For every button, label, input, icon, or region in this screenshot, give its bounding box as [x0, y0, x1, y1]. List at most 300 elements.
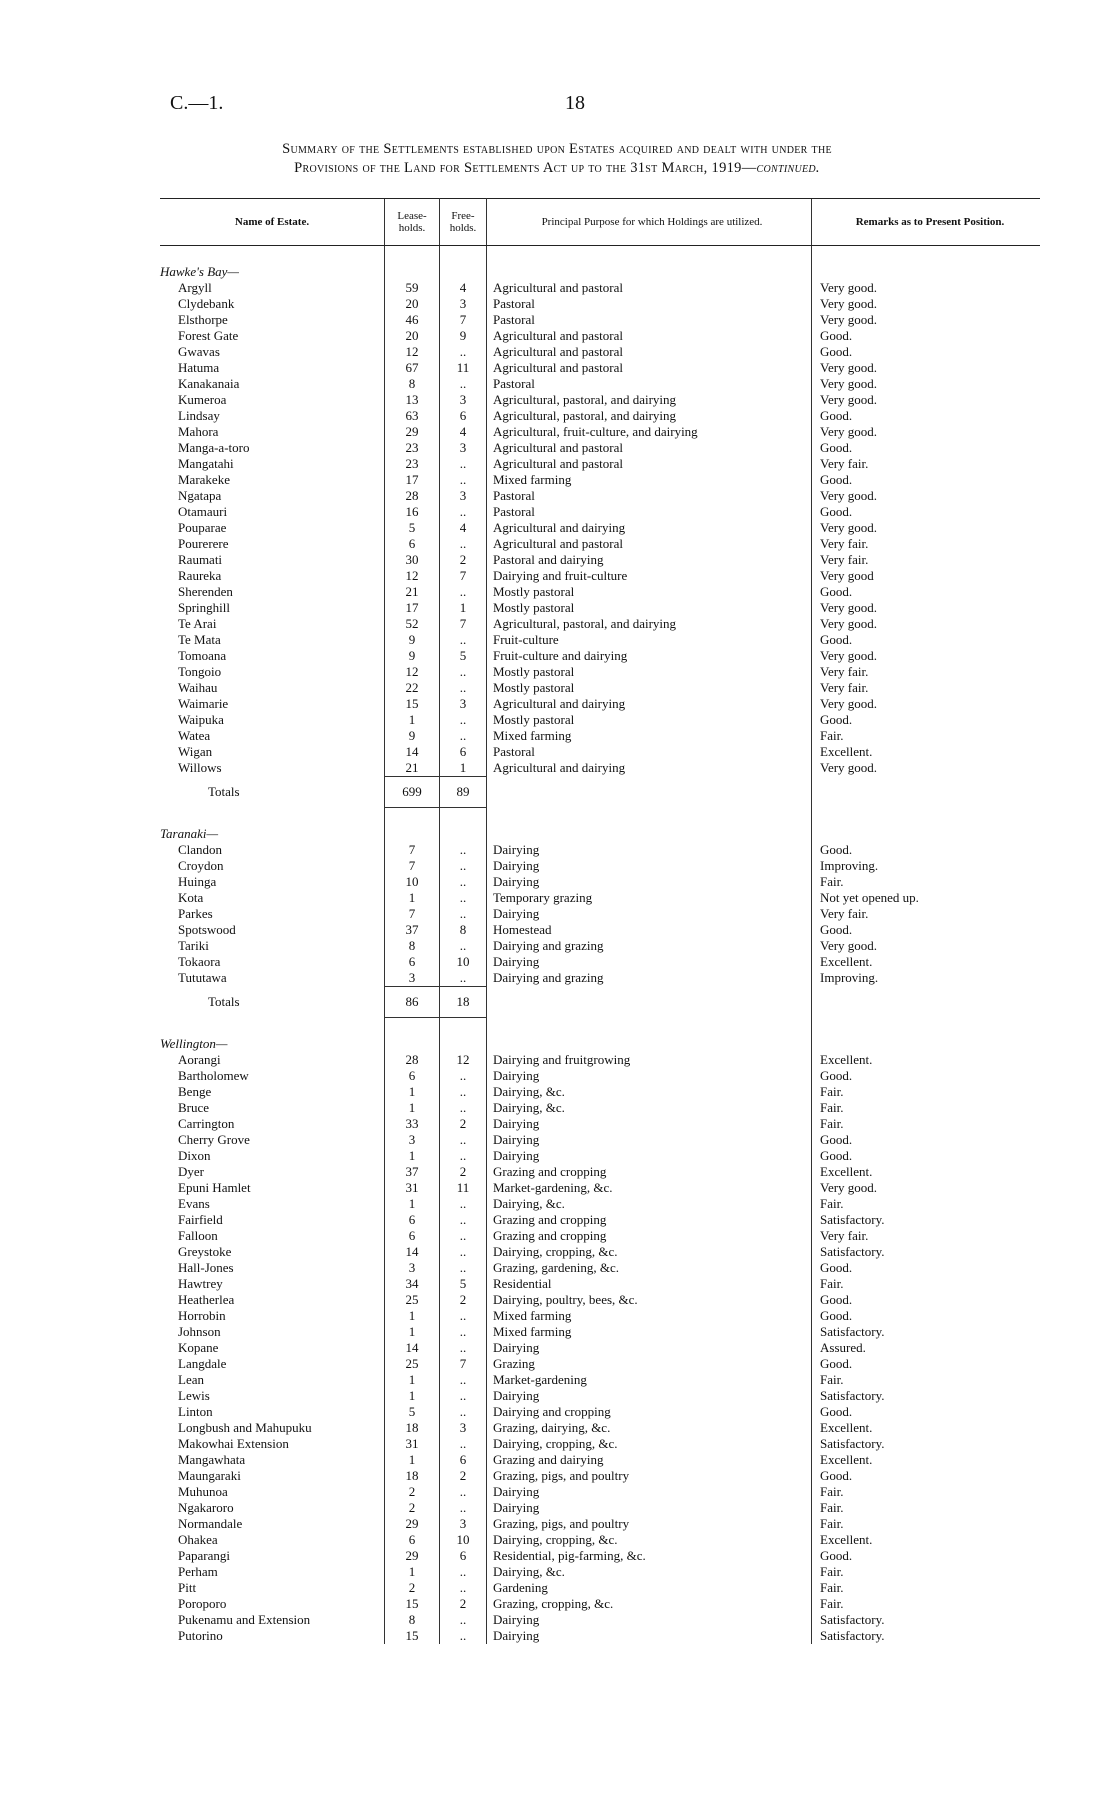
purpose-value: Dairying [493, 1612, 540, 1627]
freeholds-value: .. [440, 1436, 487, 1452]
leaseholds-value: 20 [385, 296, 440, 312]
remarks-value: Very good. [812, 392, 1041, 408]
freeholds-value: 4 [440, 280, 487, 296]
freeholds-value: .. [440, 712, 487, 728]
region-name: Wellington— [160, 1036, 228, 1051]
table-row [160, 648, 1040, 664]
estate-name: Mangatahi [178, 456, 234, 471]
estate-name: Bruce [178, 1100, 210, 1115]
purpose-value: Mostly pastoral [493, 680, 575, 695]
purpose-value: Market-gardening [493, 1372, 587, 1387]
col-header-name: Name of Estate. [160, 199, 385, 246]
leaseholds-value: 1 [385, 1148, 440, 1164]
leaseholds-value: 17 [385, 472, 440, 488]
table-row [160, 1196, 1040, 1212]
freeholds-value: 5 [440, 1276, 487, 1292]
remarks-value: Good. [812, 1548, 1041, 1564]
table-row [160, 456, 1040, 472]
purpose-value: Agricultural and pastoral [493, 344, 623, 359]
totals-leaseholds: 86 [385, 987, 440, 1018]
col-header-leaseholds: Lease-holds. [385, 199, 440, 246]
freeholds-value: .. [440, 1196, 487, 1212]
table-row [160, 1244, 1040, 1260]
table-row [160, 424, 1040, 440]
totals-remarks-blank [812, 777, 1041, 808]
purpose-value: Agricultural and pastoral [493, 456, 623, 471]
leaseholds-value: 14 [385, 744, 440, 760]
table-row [160, 1436, 1040, 1452]
estate-name: Waimarie [178, 696, 229, 711]
table-row [160, 1580, 1040, 1596]
leaseholds-value: 29 [385, 1548, 440, 1564]
leaseholds-value: 21 [385, 584, 440, 600]
table-row [160, 712, 1040, 728]
freeholds-value: .. [440, 680, 487, 696]
purpose-value: Dairying [493, 1500, 540, 1515]
freeholds-value: .. [440, 1084, 487, 1100]
remarks-value: Very good. [812, 520, 1041, 536]
region-name: Hawke's Bay— [160, 264, 239, 279]
table-row [160, 1564, 1040, 1580]
totals-label: Totals [208, 783, 240, 799]
freeholds-value: 11 [440, 1180, 487, 1196]
purpose-value: Grazing and dairying [493, 1452, 604, 1467]
remarks-value: Good. [812, 1148, 1041, 1164]
purpose-value: Dairying [493, 906, 540, 921]
leaseholds-value: 1 [385, 1324, 440, 1340]
purpose-value: Residential, pig-farming, &c. [493, 1548, 646, 1563]
estate-name: Maungaraki [178, 1468, 241, 1483]
remarks-value: Fair. [812, 1100, 1041, 1116]
region-row [160, 1030, 1040, 1052]
col-header-purpose: Principal Purpose for which Holdings are utilized. [487, 199, 812, 246]
freeholds-value: .. [440, 1100, 487, 1116]
region-purpose-blank [487, 1030, 812, 1052]
remarks-value: Fair. [812, 1596, 1041, 1612]
leaseholds-value: 30 [385, 552, 440, 568]
leaseholds-value: 9 [385, 648, 440, 664]
leaseholds-value: 6 [385, 536, 440, 552]
leaseholds-value: 15 [385, 1596, 440, 1612]
leaseholds-value: 46 [385, 312, 440, 328]
purpose-value: Mostly pastoral [493, 584, 575, 599]
purpose-value: Dairying [493, 842, 540, 857]
remarks-value: Fair. [812, 1372, 1041, 1388]
spacer-row [160, 808, 1040, 821]
estate-name: Poroporo [178, 1596, 227, 1611]
table-row [160, 600, 1040, 616]
remarks-value: Assured. [812, 1340, 1041, 1356]
leaseholds-value: 6 [385, 1068, 440, 1084]
estate-name: Pitt [178, 1580, 197, 1595]
leaseholds-value: 1 [385, 1196, 440, 1212]
purpose-value: Fruit-culture [493, 632, 559, 647]
estate-name: Kanakanaia [178, 376, 240, 391]
leaseholds-value: 1 [385, 712, 440, 728]
freeholds-value: .. [440, 874, 487, 890]
spacer-row [160, 246, 1040, 259]
region-remarks-blank [812, 820, 1041, 842]
estate-name: Gwavas [178, 344, 220, 359]
freeholds-value: .. [440, 1372, 487, 1388]
region-row [160, 258, 1040, 280]
title-line-2 [100, 159, 1014, 178]
table-row [160, 1084, 1040, 1100]
remarks-value: Good. [812, 328, 1041, 344]
estate-name: Tongoio [178, 664, 222, 679]
leaseholds-value: 1 [385, 1100, 440, 1116]
freeholds-value: 2 [440, 1468, 487, 1484]
leaseholds-value: 52 [385, 616, 440, 632]
remarks-value: Very good. [812, 376, 1041, 392]
purpose-value: Pastoral [493, 504, 535, 519]
estate-name: Ngatapa [178, 488, 222, 503]
leaseholds-value: 8 [385, 1612, 440, 1628]
region-free-blank [440, 820, 487, 842]
freeholds-value: 2 [440, 1164, 487, 1180]
table-row [160, 1532, 1040, 1548]
table-row [160, 328, 1040, 344]
table-row [160, 842, 1040, 858]
table-row [160, 1388, 1040, 1404]
remarks-value: Very fair. [812, 664, 1041, 680]
purpose-value: Homestead [493, 922, 552, 937]
leaseholds-value: 1 [385, 1372, 440, 1388]
estate-name: Tututawa [178, 970, 227, 985]
remarks-value: Good. [812, 504, 1041, 520]
totals-purpose-blank [487, 987, 812, 1018]
estate-name: Hatuma [178, 360, 220, 375]
remarks-value: Very fair. [812, 906, 1041, 922]
remarks-value: Good. [812, 1260, 1041, 1276]
freeholds-value: .. [440, 1244, 487, 1260]
freeholds-value: .. [440, 906, 487, 922]
freeholds-value: .. [440, 938, 487, 954]
remarks-value: Very good. [812, 600, 1041, 616]
leaseholds-value: 29 [385, 1516, 440, 1532]
estate-name: Tomoana [178, 648, 227, 663]
estate-name: Perham [178, 1564, 218, 1579]
purpose-value: Pastoral [493, 376, 535, 391]
estate-name: Wigan [178, 744, 213, 759]
remarks-value: Very fair. [812, 456, 1041, 472]
purpose-value: Agricultural and pastoral [493, 360, 623, 375]
remarks-value: Very good. [812, 760, 1041, 777]
region-row [160, 820, 1040, 842]
estate-name: Paparangi [178, 1548, 230, 1563]
remarks-value: Good. [812, 1132, 1041, 1148]
purpose-value: Mixed farming [493, 1324, 572, 1339]
estate-name: Lindsay [178, 408, 220, 423]
remarks-value: Good. [812, 632, 1041, 648]
leaseholds-value: 31 [385, 1180, 440, 1196]
table-row [160, 1372, 1040, 1388]
remarks-value: Very good. [812, 312, 1041, 328]
purpose-value: Agricultural and dairying [493, 520, 626, 535]
purpose-value: Agricultural, pastoral, and dairying [493, 616, 677, 631]
leaseholds-value: 16 [385, 504, 440, 520]
table-row [160, 1308, 1040, 1324]
leaseholds-value: 3 [385, 970, 440, 987]
table-row [160, 1404, 1040, 1420]
leaseholds-value: 6 [385, 1212, 440, 1228]
purpose-value: Residential [493, 1276, 552, 1291]
leaseholds-value: 10 [385, 874, 440, 890]
purpose-value: Grazing and cropping [493, 1212, 607, 1227]
freeholds-value: 12 [440, 1052, 487, 1068]
totals-leaseholds: 699 [385, 777, 440, 808]
purpose-value: Dairying and grazing [493, 938, 604, 953]
leaseholds-value: 17 [385, 600, 440, 616]
remarks-value: Fair. [812, 1484, 1041, 1500]
freeholds-value: 8 [440, 922, 487, 938]
freeholds-value: 5 [440, 648, 487, 664]
remarks-value: Good. [812, 440, 1041, 456]
leaseholds-value: 20 [385, 328, 440, 344]
totals-freeholds: 18 [440, 987, 487, 1018]
remarks-value: Excellent. [812, 1532, 1041, 1548]
table-row [160, 1276, 1040, 1292]
purpose-value: Dairying, poultry, bees, &c. [493, 1292, 638, 1307]
freeholds-value: 3 [440, 392, 487, 408]
table-row [160, 360, 1040, 376]
estate-name: Clandon [178, 842, 223, 857]
estate-name: Johnson [178, 1324, 221, 1339]
table-row [160, 1356, 1040, 1372]
table-row [160, 568, 1040, 584]
region-purpose-blank [487, 820, 812, 842]
purpose-value: Dairying, cropping, &c. [493, 1436, 618, 1451]
freeholds-value: .. [440, 1068, 487, 1084]
freeholds-value: 6 [440, 1452, 487, 1468]
remarks-value: Good. [812, 472, 1041, 488]
remarks-value: Very good. [812, 616, 1041, 632]
freeholds-value: .. [440, 456, 487, 472]
purpose-value: Mostly pastoral [493, 600, 575, 615]
estate-name: Linton [178, 1404, 213, 1419]
remarks-value: Good. [812, 1068, 1041, 1084]
region-name: Taranaki— [160, 826, 219, 841]
purpose-value: Mixed farming [493, 1308, 572, 1323]
estate-name: Pukenamu and Extension [178, 1612, 311, 1627]
leaseholds-value: 2 [385, 1580, 440, 1596]
table-row [160, 858, 1040, 874]
estate-name: Kopane [178, 1340, 219, 1355]
table-row [160, 1292, 1040, 1308]
freeholds-value: 6 [440, 1548, 487, 1564]
estate-name: Waihau [178, 680, 218, 695]
remarks-value: Excellent. [812, 1452, 1041, 1468]
freeholds-value: .. [440, 1340, 487, 1356]
remarks-value: Satisfactory. [812, 1628, 1041, 1644]
freeholds-value: 7 [440, 616, 487, 632]
estate-name: Kota [178, 890, 204, 905]
remarks-value: Good. [812, 1356, 1041, 1372]
freeholds-value: .. [440, 890, 487, 906]
estate-name: Putorino [178, 1628, 223, 1643]
leaseholds-value: 23 [385, 456, 440, 472]
remarks-value: Good. [812, 1308, 1041, 1324]
leaseholds-value: 12 [385, 344, 440, 360]
remarks-value: Improving. [812, 858, 1041, 874]
title-line-2-text: Provisions of the Land for Settlements Act up to the 31st March, 1919— [294, 160, 757, 176]
purpose-value: Pastoral and dairying [493, 552, 604, 567]
remarks-value: Fair. [812, 1564, 1041, 1580]
estate-name: Cherry Grove [178, 1132, 250, 1147]
table-row [160, 874, 1040, 890]
leaseholds-value: 6 [385, 1228, 440, 1244]
table-row [160, 504, 1040, 520]
leaseholds-value: 5 [385, 520, 440, 536]
purpose-value: Dairying [493, 1340, 540, 1355]
region-lease-blank [385, 258, 440, 280]
table-row [160, 1100, 1040, 1116]
leaseholds-value: 28 [385, 488, 440, 504]
table-row [160, 1452, 1040, 1468]
remarks-value: Satisfactory. [812, 1244, 1041, 1260]
leaseholds-value: 3 [385, 1260, 440, 1276]
freeholds-value: .. [440, 584, 487, 600]
freeholds-value: .. [440, 1212, 487, 1228]
estate-name: Mangawhata [178, 1452, 246, 1467]
remarks-value: Good. [812, 408, 1041, 424]
estate-name: Argyll [178, 280, 212, 295]
table-row [160, 1164, 1040, 1180]
table-row [160, 1500, 1040, 1516]
remarks-value: Fair. [812, 874, 1041, 890]
freeholds-value: .. [440, 970, 487, 987]
purpose-value: Dairying [493, 1116, 540, 1131]
table-row [160, 970, 1040, 987]
freeholds-value: .. [440, 1580, 487, 1596]
col-header-freeholds: Free-holds. [440, 199, 487, 246]
purpose-value: Dairying, cropping, &c. [493, 1532, 618, 1547]
remarks-value: Fair. [812, 1084, 1041, 1100]
table-row [160, 1468, 1040, 1484]
leaseholds-value: 15 [385, 696, 440, 712]
leaseholds-value: 14 [385, 1340, 440, 1356]
remarks-value: Fair. [812, 1516, 1041, 1532]
leaseholds-value: 12 [385, 664, 440, 680]
estate-name: Springhill [178, 600, 231, 615]
estate-name: Fairfield [178, 1212, 223, 1227]
leaseholds-value: 18 [385, 1468, 440, 1484]
table-row [160, 392, 1040, 408]
estate-name: Clydebank [178, 296, 235, 311]
remarks-value: Very good. [812, 280, 1041, 296]
table-row [160, 728, 1040, 744]
purpose-value: Dairying [493, 1132, 540, 1147]
estate-name: Epuni Hamlet [178, 1180, 251, 1195]
freeholds-value: 2 [440, 1596, 487, 1612]
leaseholds-value: 37 [385, 922, 440, 938]
remarks-value: Good. [812, 1404, 1041, 1420]
leaseholds-value: 2 [385, 1484, 440, 1500]
remarks-value: Satisfactory. [812, 1388, 1041, 1404]
purpose-value: Agricultural and pastoral [493, 280, 623, 295]
leaseholds-value: 9 [385, 728, 440, 744]
estate-name: Dixon [178, 1148, 211, 1163]
table-row [160, 440, 1040, 456]
remarks-value: Fair. [812, 728, 1041, 744]
table-row [160, 632, 1040, 648]
estate-name: Manga-a-toro [178, 440, 250, 455]
totals-row [160, 987, 1040, 1018]
freeholds-value: .. [440, 504, 487, 520]
purpose-value: Grazing, gardening, &c. [493, 1260, 619, 1275]
remarks-value: Good. [812, 712, 1041, 728]
leaseholds-value: 15 [385, 1628, 440, 1644]
totals-label: Totals [208, 993, 240, 1009]
table-row [160, 1612, 1040, 1628]
estate-name: Raumati [178, 552, 223, 567]
remarks-value: Very good. [812, 424, 1041, 440]
estate-name: Te Arai [178, 616, 217, 631]
table-row [160, 938, 1040, 954]
remarks-value: Good. [812, 584, 1041, 600]
region-lease-blank [385, 1030, 440, 1052]
estate-name: Greystoke [178, 1244, 232, 1259]
purpose-value: Dairying [493, 874, 540, 889]
leaseholds-value: 22 [385, 680, 440, 696]
remarks-value: Satisfactory. [812, 1212, 1041, 1228]
freeholds-value: 3 [440, 440, 487, 456]
purpose-value: Temporary grazing [493, 890, 593, 905]
freeholds-value: 6 [440, 408, 487, 424]
freeholds-value: 3 [440, 296, 487, 312]
freeholds-value: .. [440, 344, 487, 360]
freeholds-value: .. [440, 1500, 487, 1516]
purpose-value: Dairying, &c. [493, 1084, 565, 1099]
estate-name: Lewis [178, 1388, 210, 1403]
remarks-value: Very good. [812, 696, 1041, 712]
leaseholds-value: 34 [385, 1276, 440, 1292]
leaseholds-value: 63 [385, 408, 440, 424]
table-row [160, 296, 1040, 312]
leaseholds-value: 33 [385, 1116, 440, 1132]
remarks-value: Fair. [812, 1500, 1041, 1516]
remarks-value: Improving. [812, 970, 1041, 987]
remarks-value: Very good. [812, 938, 1041, 954]
purpose-value: Agricultural and pastoral [493, 440, 623, 455]
remarks-value: Not yet opened up. [812, 890, 1041, 906]
table-row [160, 1116, 1040, 1132]
region-free-blank [440, 258, 487, 280]
purpose-value: Pastoral [493, 296, 535, 311]
estate-name: Watea [178, 728, 211, 743]
remarks-value: Excellent. [812, 954, 1041, 970]
leaseholds-value: 1 [385, 890, 440, 906]
freeholds-value: 3 [440, 696, 487, 712]
estate-name: Raureka [178, 568, 222, 583]
leaseholds-value: 13 [385, 392, 440, 408]
leaseholds-value: 2 [385, 1500, 440, 1516]
freeholds-value: .. [440, 858, 487, 874]
estate-name: Willows [178, 760, 222, 775]
estate-name: Pouparae [178, 520, 227, 535]
estate-name: Marakeke [178, 472, 230, 487]
purpose-value: Pastoral [493, 312, 535, 327]
estate-name: Forest Gate [178, 328, 239, 343]
estate-name: Heatherlea [178, 1292, 235, 1307]
estate-name: Benge [178, 1084, 212, 1099]
estate-name: Carrington [178, 1116, 235, 1131]
purpose-value: Grazing and cropping [493, 1228, 607, 1243]
purpose-value: Fruit-culture and dairying [493, 648, 628, 663]
table-row [160, 1180, 1040, 1196]
leaseholds-value: 59 [385, 280, 440, 296]
document-code: C.—1. [170, 92, 224, 114]
